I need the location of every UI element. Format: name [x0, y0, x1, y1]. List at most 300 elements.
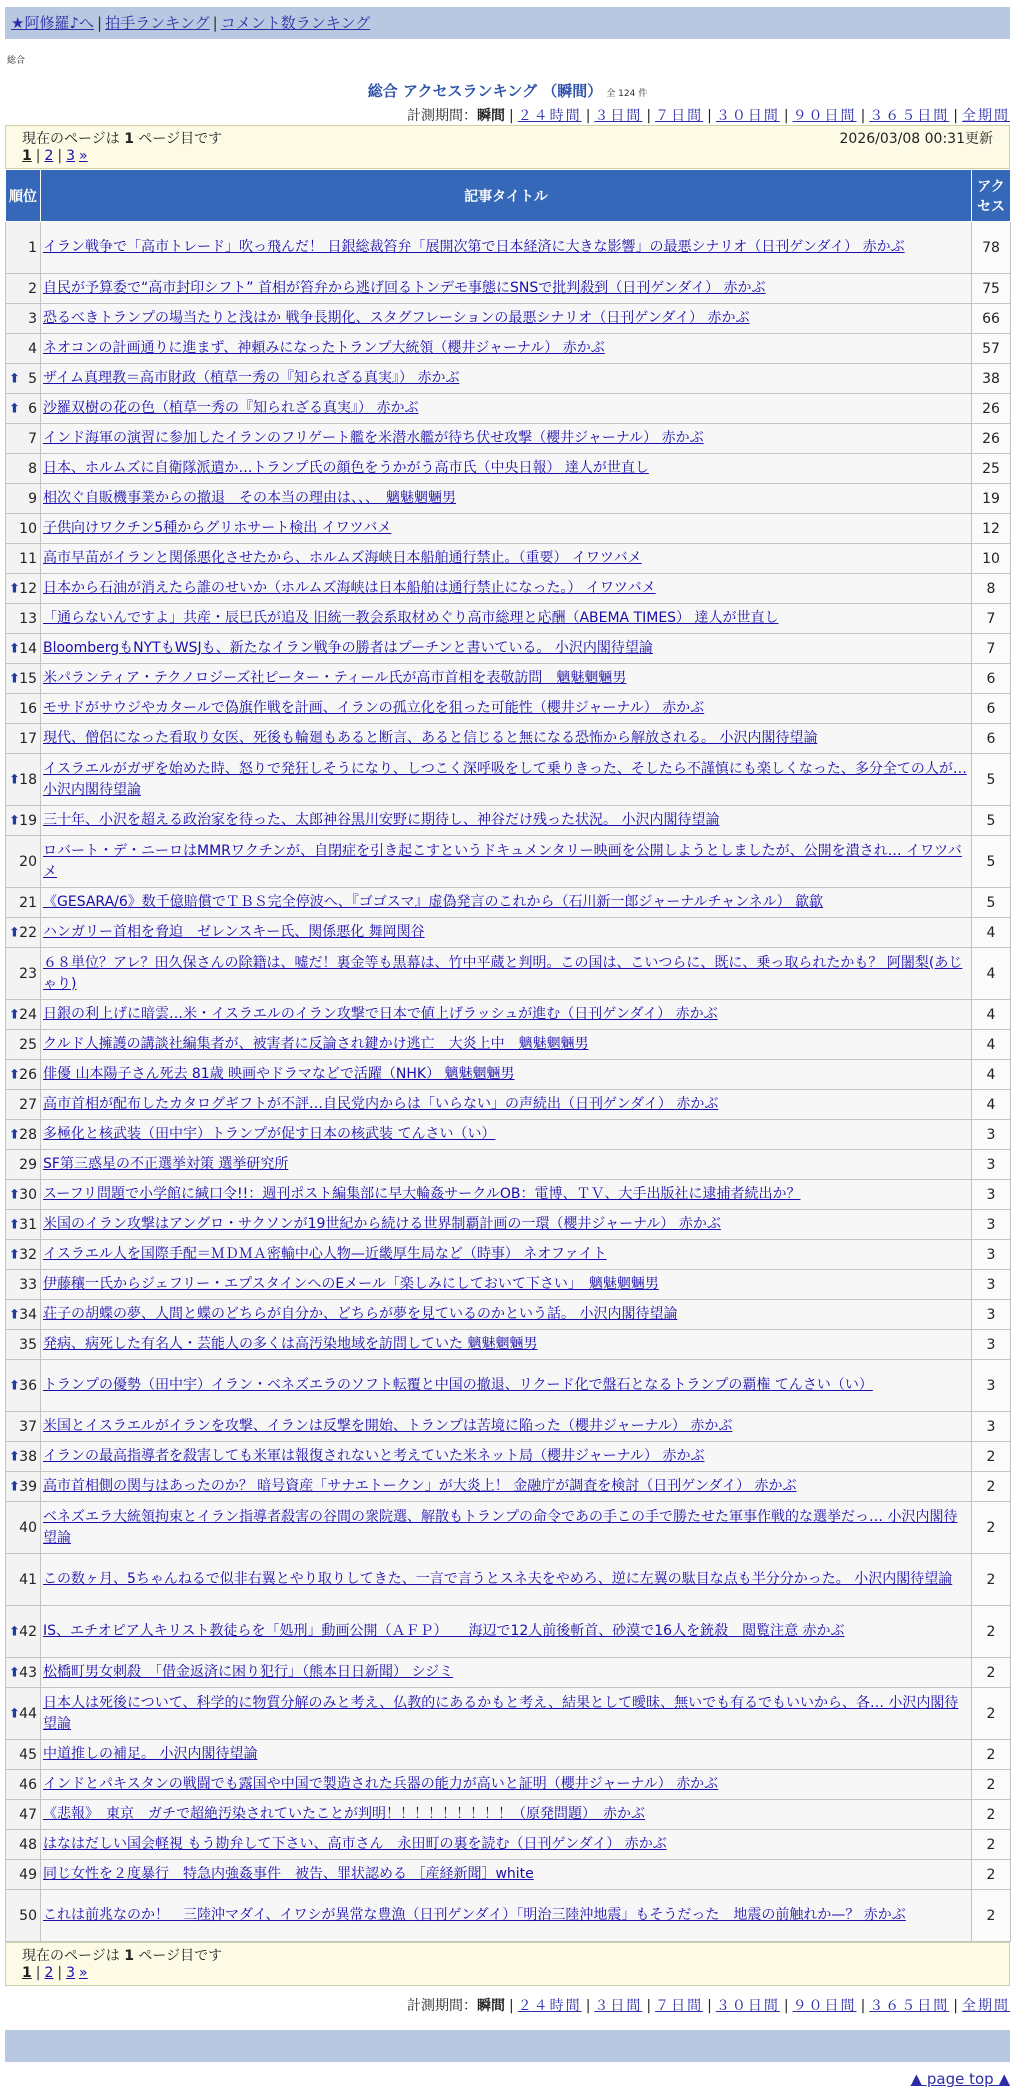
- table-row: [6, 334, 1011, 364]
- rank-cell: [6, 1860, 41, 1890]
- arrow-up-icon: ⬆: [9, 1378, 20, 1393]
- article-title-link[interactable]: イスラエルがガザを始めた時、怒りで発狂しそうになり、しつこく深呼吸をして乗りきった、そしたら不謹慎にも楽しくなった、多分全ての人が… 小沢内閣待望論: [43, 760, 967, 798]
- rank-number: 6: [28, 400, 37, 417]
- table-row: [6, 514, 1011, 544]
- article-title-link[interactable]: 伊藤穰一氏からジェフリー・エプスタインへのEメール「楽しみにしておいて下さい」 魑魅魍魎男: [43, 1276, 659, 1292]
- table-row: [6, 754, 1011, 806]
- period-option-link[interactable]: ２４時間: [517, 108, 582, 124]
- period-option-link[interactable]: ９０日間: [792, 108, 857, 124]
- pagination: [22, 1965, 993, 1981]
- rank-cell: [6, 1740, 41, 1770]
- rank-number: 29: [19, 1156, 37, 1173]
- article-title-link[interactable]: 現代、僧侶になった看取り女医、死後も輪廻もあると断言、あると信じると無になる恐怖から解放される。 小沢内閣待望論: [43, 730, 818, 746]
- period-separator: |: [783, 108, 789, 124]
- period-separator: |: [860, 108, 866, 124]
- page-status-post: ページ目です: [138, 131, 223, 147]
- rank-cell: [6, 1688, 41, 1740]
- access-count: 4: [972, 948, 1011, 1000]
- article-title-link[interactable]: 米パランティア・テクノロジーズ社ピーター・ティール氏が高市首相を表敬訪問 魑魅魍魎男: [43, 670, 627, 686]
- title-cell: [41, 1090, 972, 1120]
- title-cell: [41, 1554, 972, 1606]
- rank-cell: [6, 364, 41, 394]
- pagination: [22, 148, 993, 164]
- title-cell: [41, 888, 972, 918]
- arrow-up-icon: ⬆: [9, 1217, 20, 1232]
- title-cell: [41, 1270, 972, 1300]
- period-selector-bottom: [5, 1995, 1010, 2015]
- access-count: 12: [972, 514, 1011, 544]
- page-status-post: ページ目です: [138, 1948, 223, 1964]
- pagination-current: 1: [22, 148, 32, 164]
- rank-number: 39: [19, 1478, 37, 1495]
- period-option-link[interactable]: ７日間: [655, 108, 704, 124]
- title-cell: [41, 1800, 972, 1830]
- rank-cell: [6, 544, 41, 574]
- article-title-link[interactable]: 沙羅双樹の花の色（植草一秀の『知られざる真実』） 赤かぶ: [43, 400, 419, 416]
- table-row: [6, 1030, 1011, 1060]
- rank-cell: [6, 222, 41, 274]
- arrow-up-icon: ⬆: [9, 1247, 20, 1262]
- rank-cell: [6, 1800, 41, 1830]
- rank-cell: [6, 574, 41, 604]
- rank-cell: [6, 484, 41, 514]
- arrow-up-icon: ⬆: [9, 1624, 20, 1639]
- access-count: 5: [972, 806, 1011, 836]
- access-count: 2: [972, 1554, 1011, 1606]
- article-title-link[interactable]: 日本人は死後について、科学的に物質分解のみと考え、仏教的にあるかもと考え、結果として曖昧、無いでも有るでもいいから、各… 小沢内閣待望論: [43, 1694, 959, 1732]
- pagination-separator: |: [57, 148, 63, 164]
- table-row: [6, 1150, 1011, 1180]
- article-title-link[interactable]: 高市首相が配布したカタログギフトが不評…自民党内からは「いらない」の声続出（日刊ゲンダイ） 赤かぶ: [43, 1096, 719, 1112]
- rank-number: 3: [28, 310, 37, 327]
- access-count: 26: [972, 394, 1011, 424]
- table-row: [6, 424, 1011, 454]
- article-title-link[interactable]: モサドがサウジやカタールで偽旗作戦を計画、イランの孤立化を狙った可能性（櫻井ジャーナル） 赤かぶ: [43, 700, 705, 716]
- comment-ranking-link[interactable]: コメント数ランキング: [220, 14, 371, 32]
- pagination-separator: |: [57, 1965, 63, 1981]
- period-separator: |: [646, 1998, 652, 2014]
- clap-ranking-link[interactable]: 拍手ランキング: [105, 14, 210, 32]
- arrow-up-icon: ⬆: [9, 1706, 20, 1721]
- title-cell: [41, 394, 972, 424]
- access-count: 2: [972, 1890, 1011, 1942]
- page-status: [22, 128, 222, 148]
- table-row: [6, 1240, 1011, 1270]
- rank-number: 1: [28, 239, 37, 256]
- table-row: [6, 1658, 1011, 1688]
- rank-cell: [6, 1412, 41, 1442]
- table-row: [6, 1210, 1011, 1240]
- arrow-up-icon: ⬆: [9, 641, 20, 656]
- top-nav-bar: [5, 7, 1010, 39]
- rank-cell: [6, 918, 41, 948]
- article-title-link[interactable]: 俳優 山本陽子さん死去 81歳 映画やドラマなどで活躍（NHK） 魑魅魍魎男: [43, 1066, 515, 1082]
- table-row: [6, 1060, 1011, 1090]
- pagination-next-link[interactable]: »: [79, 148, 88, 164]
- title-cell: [41, 664, 972, 694]
- arrow-up-icon: ⬆: [9, 772, 20, 787]
- access-count: 6: [972, 694, 1011, 724]
- rank-cell: [6, 304, 41, 334]
- article-title-link[interactable]: SF第三惑星の不正選挙対策 選挙研究所: [43, 1156, 289, 1172]
- rank-number: 38: [19, 1448, 37, 1465]
- title-cell: [41, 1150, 972, 1180]
- rank-number: 40: [19, 1519, 37, 1536]
- access-count: 2: [972, 1800, 1011, 1830]
- title-cell: [41, 724, 972, 754]
- title-cell: [41, 1860, 972, 1890]
- rank-number: 32: [19, 1246, 37, 1263]
- title-cell: [41, 1606, 972, 1658]
- article-title-link[interactable]: 発病、病死した有名人・芸能人の多くは高汚染地域を訪問していた 魑魅魍魎男: [43, 1336, 538, 1352]
- table-row: [6, 1442, 1011, 1472]
- access-count: 5: [972, 888, 1011, 918]
- access-header: アクセス: [972, 170, 1011, 222]
- period-option-link[interactable]: 全期間: [962, 1998, 1010, 2014]
- article-title-link[interactable]: インドとパキスタンの戦闘でも露国や中国で製造された兵器の能力が高いと証明（櫻井ジャーナル） 赤かぶ: [43, 1776, 719, 1792]
- period-option-link[interactable]: ３０日間: [715, 1998, 780, 2014]
- table-row: [6, 1120, 1011, 1150]
- table-row: [6, 1360, 1011, 1412]
- access-count: 4: [972, 1060, 1011, 1090]
- article-title-link[interactable]: クルド人擁護の講談社編集者が、被害者に反論され鍵かけ逃亡 大炎上中 魑魅魍魎男: [43, 1036, 589, 1052]
- pagination-page-link[interactable]: 3: [66, 148, 76, 164]
- arrow-up-icon: ⬆: [9, 1665, 20, 1680]
- article-title-link[interactable]: 恐るべきトランプの場当たりと浅はか 戦争長期化、スタグフレーションの最悪シナリオ（日刊ゲンダイ） 赤かぶ: [43, 310, 750, 326]
- article-title-link[interactable]: 荘子の胡蝶の夢、人間と蝶のどちらが自分か、どちらが夢を見ているのかという話。 小沢内閣待望論: [43, 1306, 678, 1322]
- ranking-table: [5, 169, 1011, 1942]
- rank-number: 28: [19, 1126, 37, 1143]
- rank-cell: [6, 664, 41, 694]
- table-row: [6, 274, 1011, 304]
- period-option-link[interactable]: ２４時間: [517, 1998, 582, 2014]
- updated-timestamp: 2026/03/08 00:31更新: [839, 131, 993, 147]
- rank-cell: [6, 1180, 41, 1210]
- rank-number: 33: [19, 1276, 37, 1293]
- title-cell: [41, 1658, 972, 1688]
- table-row: [6, 1890, 1011, 1942]
- rank-number: 14: [19, 640, 37, 657]
- rank-number: 11: [19, 550, 37, 567]
- period-separator: |: [953, 1998, 958, 2014]
- access-count: 6: [972, 724, 1011, 754]
- article-title-link[interactable]: これは前兆なのか！ 三陸沖マダイ、イワシが異常な豊漁（日刊ゲンダイ）「明治三陸沖地震」もそうだった 地震の前触れか—？ 赤かぶ: [43, 1907, 906, 1923]
- rank-cell: [6, 454, 41, 484]
- rank-cell: [6, 604, 41, 634]
- table-row: [6, 454, 1011, 484]
- article-title-link[interactable]: ロバート・デ・ニーロはMMRワクチンが、自閉症を引き起こすというドキュメンタリー映画を公開しようとしましたが、公開を潰され… イワツバメ: [43, 842, 962, 880]
- pagination-current: 1: [22, 1965, 32, 1981]
- ranking-title: 総合 アクセスランキング （瞬間）: [367, 82, 603, 100]
- article-title-link[interactable]: 相次ぐ自販機事業からの撤退 その本当の理由は、、、 魑魅魍魎男: [43, 490, 456, 506]
- access-count: 7: [972, 634, 1011, 664]
- rank-number: 2: [28, 280, 37, 297]
- page: [5, 0, 1010, 2088]
- access-count: 4: [972, 918, 1011, 948]
- arrow-up-icon: ⬆: [9, 813, 20, 828]
- period-option-link[interactable]: ９０日間: [792, 1998, 857, 2014]
- rank-number: 42: [19, 1623, 37, 1640]
- rank-cell: [6, 1300, 41, 1330]
- article-title-link[interactable]: 三十年、小沢を超える政治家を待った、太郎神谷黒川安野に期待し、神谷だけ残った状況。 小沢内閣待望論: [43, 812, 720, 828]
- table-row: [6, 1000, 1011, 1030]
- arrow-up-icon: ⬆: [9, 1007, 20, 1022]
- arrow-up-icon: ⬆: [9, 671, 20, 686]
- rank-cell: [6, 514, 41, 544]
- table-row: [6, 948, 1011, 1000]
- period-option-link[interactable]: 全期間: [962, 108, 1010, 124]
- rank-number: 8: [28, 460, 37, 477]
- article-title-link[interactable]: 松橋町男女刺殺 「借金返済に困り犯行」（熊本日日新聞） シジミ: [43, 1664, 454, 1680]
- page-title: [5, 80, 1010, 101]
- period-option-link[interactable]: ３６５日間: [869, 1998, 950, 2014]
- article-title-link[interactable]: トランプの優勢（田中宇）イラン・ベネズエラのソフト転覆と中国の撤退、リクード化で盤石となるトランプの覇権 てんさい（い）: [43, 1377, 873, 1393]
- access-count: 2: [972, 1830, 1011, 1860]
- period-separator: |: [953, 108, 958, 124]
- table-row: [6, 1554, 1011, 1606]
- article-title-link[interactable]: BloombergもNYTもWSJも、新たなイラン戦争の勝者はプーチンと書いている。 小沢内閣待望論: [43, 640, 653, 656]
- article-title-link[interactable]: イスラエル人を国際手配＝ＭＤＭＡ密輸中心人物—近畿厚生局など（時事） ネオファイト: [43, 1246, 607, 1262]
- table-row: [6, 1472, 1011, 1502]
- page-top-link[interactable]: ▲ page top ▲: [910, 2070, 1010, 2088]
- article-title-link[interactable]: 自民が予算委で“高市封印シフト” 首相が笞弁から逃げ回るトンデモ事態にSNSで批判殺到（日刊ゲンダイ） 赤かぶ: [43, 280, 766, 296]
- period-current: 瞬間: [476, 108, 505, 124]
- pagination-next-link[interactable]: »: [79, 1965, 88, 1981]
- title-cell: [41, 514, 972, 544]
- rank-number: 30: [19, 1186, 37, 1203]
- period-option-link[interactable]: ３日間: [594, 1998, 643, 2014]
- period-separator: |: [783, 1998, 789, 2014]
- rank-cell: [6, 1150, 41, 1180]
- period-separator: |: [860, 1998, 866, 2014]
- article-title-link[interactable]: ネオコンの計画通りに進まず、神頼みになったトランプ大統領（櫻井ジャーナル） 赤かぶ: [43, 340, 605, 356]
- table-row: [6, 1830, 1011, 1860]
- table-row: [6, 604, 1011, 634]
- rank-cell: [6, 836, 41, 888]
- rank-number: 22: [19, 924, 37, 941]
- table-row: [6, 664, 1011, 694]
- article-title-link[interactable]: 「通らないんですよ」共産・辰巳氏が追及 旧統一教会系取材めぐり高市総理と応酬（ABEMA TIMES） 達人が世直し: [43, 610, 779, 626]
- article-title-link[interactable]: ハンガリー首相を脅迫 ゼレンスキー氏、関係悪化 舞岡関谷: [43, 924, 425, 940]
- table-row: [6, 1090, 1011, 1120]
- period-separator: |: [646, 108, 652, 124]
- table-row: [6, 1300, 1011, 1330]
- article-title-link[interactable]: 《悲報》 東京 ガチで超絶汚染されていたことが判明！！！！！！！！！（原発問題） 赤かぶ: [43, 1806, 645, 1822]
- title-cell: [41, 574, 972, 604]
- rank-header: 順位: [6, 170, 41, 222]
- rank-cell: [6, 1770, 41, 1800]
- rank-cell: [6, 1890, 41, 1942]
- rank-number: 41: [19, 1571, 37, 1588]
- article-title-link[interactable]: 日本、ホルムズに自衛隊派遣か…トランプ氏の顔色をうかがう高市氏（中央日報） 達人が世直し: [43, 460, 649, 476]
- rank-cell: [6, 634, 41, 664]
- pagination-separator: |: [35, 148, 41, 164]
- title-cell: [41, 1180, 972, 1210]
- article-title-link[interactable]: 子供向けワクチン5種からグリホサート検出 イワツバメ: [43, 520, 392, 536]
- period-label: 計測期間：: [406, 1998, 477, 2014]
- access-count: 3: [972, 1210, 1011, 1240]
- table-row: [6, 918, 1011, 948]
- table-row: [6, 1688, 1011, 1740]
- access-count: 3: [972, 1180, 1011, 1210]
- rank-number: 19: [19, 812, 37, 829]
- access-count: 26: [972, 424, 1011, 454]
- table-row: [6, 1270, 1011, 1300]
- article-title-link[interactable]: 多極化と核武装（田中宇）トランプが促す日本の核武装 てんさい（い）: [43, 1126, 496, 1142]
- arrow-up-icon: ⬆: [9, 1067, 20, 1082]
- article-title-link[interactable]: イラン戦争で「高市トレード」吹っ飛んだ！ 日銀総裁笞弁「展開次第で日本経済に大きな影響」の最悪シナリオ（日刊ゲンダイ） 赤かぶ: [43, 239, 905, 255]
- title-cell: [41, 1360, 972, 1412]
- rank-number: 23: [19, 965, 37, 982]
- access-count: 2: [972, 1688, 1011, 1740]
- table-row: [6, 304, 1011, 334]
- rank-cell: [6, 1240, 41, 1270]
- period-separator: |: [585, 108, 591, 124]
- rank-number: 15: [19, 670, 37, 687]
- total-count: 全 124 件: [606, 89, 648, 99]
- access-count: 3: [972, 1120, 1011, 1150]
- rank-number: 47: [19, 1806, 37, 1823]
- article-title-link[interactable]: 同じ女性を２度暴行 特急内強姦事件 被告、罪状認める ［産経新聞］white: [43, 1866, 534, 1882]
- period-separator: |: [707, 108, 712, 124]
- table-row: [6, 484, 1011, 514]
- rank-number: 24: [19, 1006, 37, 1023]
- period-option-link[interactable]: ３０日間: [715, 108, 780, 124]
- article-title-link[interactable]: 高市早苗がイランと関係悪化させたから、ホルムズ海峡日本船舶通行禁止。（重要） イワツバメ: [43, 550, 642, 566]
- title-cell: [41, 1240, 972, 1270]
- pagination-page-link[interactable]: 2: [44, 148, 54, 164]
- article-title-link[interactable]: 中道推しの補足。 小沢内閣待望論: [43, 1746, 258, 1762]
- access-count: 3: [972, 1150, 1011, 1180]
- arrow-up-icon: ⬆: [9, 371, 20, 386]
- article-title-link[interactable]: スーフリ問題で小学館に緘口令!!：週刊ポスト編集部に早大輪姦サークルOB：電博、ＴＶ、大手出版社に逮捕者続出か？: [43, 1186, 801, 1202]
- arrow-up-icon: ⬆: [9, 581, 20, 596]
- page-top-area: [5, 2070, 1010, 2088]
- table-row: [6, 1740, 1011, 1770]
- period-separator: |: [585, 1998, 591, 2014]
- article-title-link[interactable]: 日銀の利上げに暗雲…米・イスラエルのイラン攻撃で日本で値上げラッシュが進む（日刊ゲンダイ） 赤かぶ: [43, 1006, 718, 1022]
- rank-cell: [6, 888, 41, 918]
- article-title-link[interactable]: 日本から石油が消えたら誰のせいか（ホルムズ海峡は日本船舶は通行禁止になった。） イワツバメ: [43, 580, 656, 596]
- title-cell: [41, 274, 972, 304]
- page-status-pre: 現在のページは: [22, 131, 120, 147]
- arrow-up-icon: ⬆: [9, 925, 20, 940]
- rank-number: 25: [19, 1036, 37, 1053]
- rank-number: 44: [19, 1705, 37, 1722]
- access-count: 2: [972, 1502, 1011, 1554]
- access-count: 2: [972, 1442, 1011, 1472]
- article-title-link[interactable]: 米国とイスラエルがイランを攻撃、イランは反撃を開始、トランプは苦境に陥った（櫻井ジャーナル） 赤かぶ: [43, 1418, 733, 1434]
- rank-number: 9: [28, 490, 37, 507]
- table-row: [6, 1330, 1011, 1360]
- article-title-link[interactable]: 米国のイラン攻撃はアングロ・サクソンが19世紀から続ける世界制覇計画の一環（櫻井ジャーナル） 赤かぶ: [43, 1216, 721, 1232]
- rank-number: 50: [19, 1907, 37, 1924]
- article-title-link[interactable]: はなはだしい国会軽視 もう勘弁して下さい、高市さん 永田町の裏を読む（日刊ゲンダイ） 赤かぶ: [43, 1836, 667, 1852]
- page-status: [22, 1945, 222, 1965]
- article-title-link[interactable]: ベネズエラ大統領拘束とイラン指導者殺害の谷間の衆院選、解散もトランプの命令であの手この手で勝たせた軍事作戦的な選挙だっ… 小沢内閣待望論: [43, 1508, 958, 1546]
- access-count: 3: [972, 1270, 1011, 1300]
- rank-cell: [6, 1090, 41, 1120]
- title-cell: [41, 1030, 972, 1060]
- period-option-link[interactable]: ３日間: [594, 108, 643, 124]
- arrow-up-icon: ⬆: [9, 1449, 20, 1464]
- period-option-link[interactable]: ３６５日間: [869, 108, 950, 124]
- article-title-link[interactable]: ６８単位？アレ？田久保さんの除籍は、嘘だ！裏金等も黒幕は、竹中平蔵と判明。この国は、こいつらに、既に、乗っ取られたかも？ 阿闍梨(あじゃり): [43, 954, 963, 992]
- title-cell: [41, 948, 972, 1000]
- rank-cell: [6, 274, 41, 304]
- title-cell: [41, 634, 972, 664]
- access-count: 2: [972, 1770, 1011, 1800]
- article-title-link[interactable]: 高市首相側の関与はあったのか？ 暗号資産「サナエトークン」が大炎上！ 金融庁が調査を検討（日刊ゲンダイ） 赤かぶ: [43, 1478, 797, 1494]
- title-cell: [41, 222, 972, 274]
- article-title-link[interactable]: インド海軍の演習に参加したイランのフリゲート艦を米潜水艦が待ち伏せ攻撃（櫻井ジャーナル） 赤かぶ: [43, 430, 704, 446]
- article-title-link[interactable]: 《GESARA/6》数千億賠償でＴＢＳ完全停波へ、『ゴゴスマ』虚偽発言のこれから（石川新一郎ジャーナルチャンネル） 歙歙: [43, 894, 824, 910]
- table-row: [6, 1180, 1011, 1210]
- pager-box-bottom: [5, 1942, 1010, 1986]
- access-count: 5: [972, 836, 1011, 888]
- rank-number: 43: [19, 1664, 37, 1681]
- title-cell: [41, 484, 972, 514]
- rank-cell: [6, 1830, 41, 1860]
- article-title-link[interactable]: イランの最高指導者を殺害しても米軍は報復されないと考えていた米ネット局（櫻井ジャーナル） 赤かぶ: [43, 1448, 705, 1464]
- access-count: 8: [972, 574, 1011, 604]
- arrow-up-icon: ⬆: [9, 1187, 20, 1202]
- article-title-link[interactable]: ザイム真理教＝高市財政（植草一秀の『知られざる真実』） 赤かぶ: [43, 370, 460, 386]
- article-title-link[interactable]: この数ヶ月、5ちゃんねるで似非右翼とやり取りしてきた、一言で言うとスネ夫をやめろ、逆に左翼の駄目な点も半分分かった。 小沢内閣待望論: [43, 1571, 953, 1587]
- table-row: [6, 1860, 1011, 1890]
- title-cell: [41, 334, 972, 364]
- table-row: [6, 634, 1011, 664]
- title-cell: [41, 1688, 972, 1740]
- pagination-separator: |: [35, 1965, 41, 1981]
- rank-cell: [6, 724, 41, 754]
- page-status-number: 1: [124, 1948, 134, 1964]
- access-count: 10: [972, 544, 1011, 574]
- rank-cell: [6, 1658, 41, 1688]
- category-label: 総合: [7, 56, 26, 66]
- rank-number: 46: [19, 1776, 37, 1793]
- pager-box-top: [5, 125, 1010, 169]
- rank-number: 10: [19, 520, 37, 537]
- rank-cell: [6, 754, 41, 806]
- pagination-page-link[interactable]: 3: [66, 1965, 76, 1981]
- article-title-link[interactable]: IS、エチオピア人キリスト教徒らを「処刑」動画公開（ＡＦＰ） 海辺で12人前後斬首、砂漠で16人を銃殺 閲覧注意 赤かぶ: [43, 1623, 845, 1639]
- rank-number: 18: [19, 771, 37, 788]
- pagination-page-link[interactable]: 2: [44, 1965, 54, 1981]
- title-cell: [41, 1210, 972, 1240]
- period-option-link[interactable]: ７日間: [655, 1998, 704, 2014]
- access-count: 2: [972, 1606, 1011, 1658]
- access-count: 3: [972, 1300, 1011, 1330]
- nav-separator: |: [212, 14, 218, 32]
- rank-cell: [6, 1000, 41, 1030]
- arrow-up-icon: ⬆: [9, 401, 20, 416]
- site-home-link[interactable]: ★阿修羅♪へ: [11, 14, 95, 32]
- table-row: [6, 1800, 1011, 1830]
- arrow-up-icon: ⬆: [9, 1479, 20, 1494]
- table-row: [6, 574, 1011, 604]
- title-cell: [41, 544, 972, 574]
- title-cell: [41, 1330, 972, 1360]
- rank-number: 21: [19, 894, 37, 911]
- period-label: 計測期間：: [406, 108, 477, 124]
- title-cell: [41, 304, 972, 334]
- rank-number: 13: [19, 610, 37, 627]
- page-status-pre: 現在のページは: [22, 1948, 120, 1964]
- rank-cell: [6, 1472, 41, 1502]
- footer-bar: [5, 2030, 1010, 2062]
- title-cell: [41, 694, 972, 724]
